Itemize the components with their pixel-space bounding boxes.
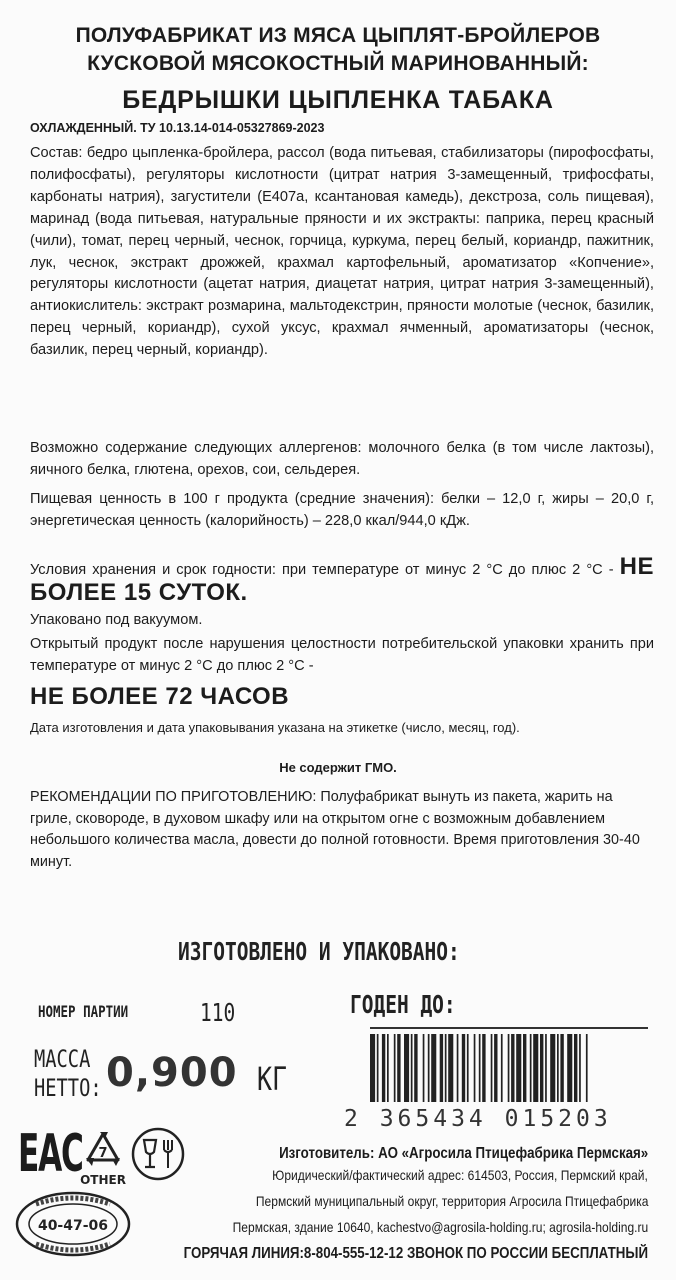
veterinary-seal [14,1190,132,1258]
barcode-number: 2 365434 015203 [344,1106,612,1132]
barcode-bar [560,1034,563,1102]
barcode-bar [457,1034,459,1102]
gmo-note: Не содержит ГМО. [279,760,397,775]
barcode-bar [382,1034,385,1102]
barcode-bar [501,1034,503,1102]
standard-line: ОХЛАЖДЕННЫЙ. ТУ 10.13.14-014-05327869-2023 [30,121,325,135]
recycle-label: OTHER [80,1173,126,1187]
barcode-bar [494,1034,497,1102]
header-line-1: ПОЛУФАБРИКАТ ИЗ МЯСА ЦЫПЛЯТ-БРОЙЛЕРОВ [75,24,601,47]
barcode-bar [474,1034,476,1102]
composition-text: Состав: бедро цыпленка-бройлера, рассол (вода питьевая, стабилизаторы (пирофосфаты, полифосфаты), регуляторы кислотности (цитрат натрия 3-замещенный, трифосфаты, карбонаты натрия), загустители (Е407а, ксантановая камедь), декстроза, соль пищевая), маринад (вода питьевая, натуральные пряности и их экстракты: паприка, перец красный (чили), томат, перец черный, чеснок, горчица, куркума, перец белый, кориандр, пажитник, лук, чеснок, экстракт дрожжей, крахмал картофельный, ароматизатор «Копчение», регуляторы кислотности (ацетат натрия, диацетат натрия, цитрат натрия 3-замещенный), антиокислитель: экстракт розмарина, мальтодекстрин, пряности молотые (чеснок, базилик, перец черный, кориандр), сухой уксус, крахмал ячменный, ароматизаторы (чеснок, базилик, перец черный, кориандр). [30,145,654,359]
net-mass-value: 0,900 [106,1050,238,1096]
barcode-bar [467,1034,469,1102]
barcode-bar [579,1034,581,1102]
shelf-life: НЕ БОЛЕЕ 15 СУТОК. [30,553,654,606]
hotline: ГОРЯЧАЯ ЛИНИЯ:8-804-555-12-12 ЗВОНОК ПО РОССИИ БЕСПЛАТНЫЙ [183,1245,648,1262]
barcode-bar [394,1034,396,1102]
barcode-bar [491,1034,493,1102]
barcode-bar [370,1034,375,1102]
barcode-bar [440,1034,443,1102]
product-name: БЕДРЫШКИ ЦЫПЛЕНКА ТАБАКА [122,86,554,114]
allergens-text: Возможно содержание следующих аллергенов: молочного белка (в том числе лактозы), яичного белка, глютена, орехов, сои, сельдерея. [30,440,654,478]
header-line-2: КУСКОВОЙ МЯСОКОСТНЫЙ МАРИНОВАННЫЙ: [87,52,589,75]
barcode-bar [550,1034,555,1102]
barcode [368,1034,648,1102]
manufacturer-address-1: Юридический/фактический адрес: 614503, Россия, Пермский край, [272,1167,648,1183]
barcode-bar [586,1034,588,1102]
barcode-bar [523,1034,526,1102]
barcode-bar [557,1034,559,1102]
dates-note: Дата изготовления и дата упаковывания указана на этикетке (число, месяц, год). [30,720,520,735]
seal-number: 40-47-06 [37,1218,109,1234]
manufacturer-name: Изготовитель: АО «Агросила Птицефабрика Пермская» [278,1145,648,1162]
barcode-bar [377,1034,379,1102]
made-packed-label: ИЗГОТОВЛЕНО И УПАКОВАНО: [178,937,460,966]
manufacturer-address-3: Пермская, здание 10640, kachestvo@agrosila-holding.ru; agrosila-holding.ru [232,1219,648,1235]
opened-shelf-life: НЕ БОЛЕЕ 72 ЧАСОВ [30,683,290,710]
barcode-bar [567,1034,572,1102]
barcode-bar [404,1034,409,1102]
barcode-bar [414,1034,417,1102]
glass-fork-icon [130,1126,186,1182]
barcode-bar [448,1034,453,1102]
barcode-bar [431,1034,436,1102]
barcode-bar [387,1034,389,1102]
mass-label-2: НЕТТО: [34,1074,102,1102]
barcode-bar [479,1034,481,1102]
barcode-bar [445,1034,447,1102]
recycle-code: 7 [98,1146,108,1161]
barcode-bar [397,1034,400,1102]
storage-conditions [30,553,654,608]
barcode-bar [516,1034,521,1102]
storage-text: Условия хранения и срок годности: при температуре от минус 2 °С до плюс 2 °С - [30,562,614,578]
barcode-bar [540,1034,543,1102]
nutrition-text: Пищевая ценность в 100 г продукта (средние значения): белки – 12,0 г, жиры – 20,0 г, энергетическая ценность (калорийность) – 228,0 ккал/944,0 кДж. [30,491,654,529]
barcode-bar [411,1034,413,1102]
net-mass-unit: КГ [257,1060,288,1098]
batch-value: 110 [200,998,236,1027]
vacuum-note: Упаковано под вакуумом. [30,612,203,628]
eac-mark: ЕАС [18,1124,83,1184]
best-before-label: ГОДЕН ДО: [350,990,456,1019]
recycle-icon [78,1128,128,1192]
barcode-bar [508,1034,510,1102]
cooking-recommendation: РЕКОМЕНДАЦИИ ПО ПРИГОТОВЛЕНИЮ: Полуфабрикат вынуть из пакета, жарить на гриле, сковороде, в духовом шкафу или на открытом огне с возможным добавлением небольшого количества масла, довести до полной готовности. Время приготовления 30-40 минут. [30,789,640,870]
barcode-bar [423,1034,425,1102]
barcode-bar [511,1034,514,1102]
barcode-bar [530,1034,532,1102]
batch-label: НОМЕР ПАРТИИ [38,1002,129,1021]
barcode-bar [545,1034,547,1102]
barcode-bar [428,1034,430,1102]
barcode-top-rule [370,1027,648,1029]
barcode-bar [482,1034,485,1102]
barcode-bar [462,1034,465,1102]
manufacturer-address-2: Пермский муниципальный округ, территория Агросила Птицефабрика [255,1193,648,1209]
opened-storage-text: Открытый продукт после нарушения целостности потребительской упаковки хранить при температуре от минус 2 °С до плюс 2 °С - [30,636,654,674]
barcode-bar [533,1034,538,1102]
barcode-bar [574,1034,577,1102]
mass-label-1: МАССА [34,1045,91,1073]
